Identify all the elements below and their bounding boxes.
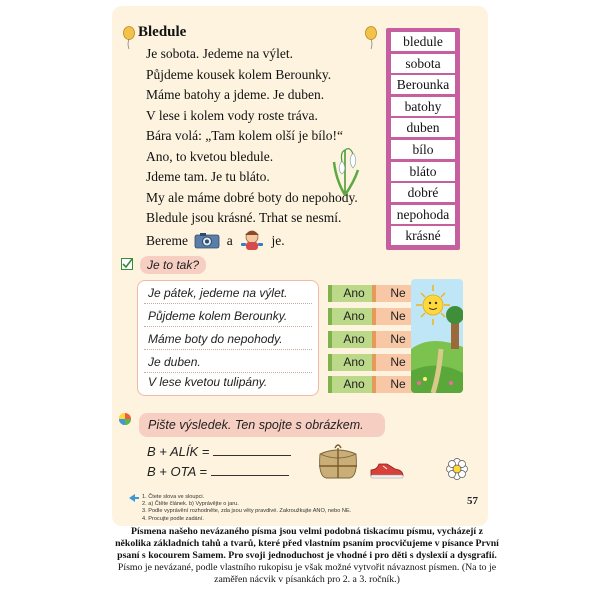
reading-line: Jdeme tam. Je tu bláto. <box>146 169 270 184</box>
ano-option[interactable]: Ano <box>328 376 376 393</box>
note-line: 4. Procujte podle zadání. <box>142 515 204 522</box>
word-item: Berounka <box>391 75 455 94</box>
doll-icon <box>239 229 265 251</box>
task-title: Pište výsledek. Ten spojte s obrázkem. <box>139 413 385 437</box>
word-item: bílo <box>391 140 455 159</box>
word-item: bláto <box>391 162 455 181</box>
reading-line: V lese i kolem vody roste tráva. <box>146 107 318 123</box>
ne-option[interactable]: Ne <box>372 376 420 393</box>
last-line-end: je. <box>271 232 285 248</box>
equation-row <box>147 464 289 479</box>
caption-normal: Písmo je nevázané, podle vlastního rukopisu je však možné vytvořit návaznost písmen. (Na to je zaměřen nácvik v písankách pro 2. a 3. ročník.) <box>117 562 497 585</box>
row-divider <box>144 303 312 304</box>
page-number: 57 <box>467 495 478 507</box>
last-line-mid: a <box>226 232 233 248</box>
equation-row <box>147 444 291 459</box>
ball-icon <box>118 412 132 426</box>
note-line: 3. Podle vyprávění rozhodněte, zda jsou věty pravdivé. Zakroužkujte ANO, nebo NE. <box>142 508 352 515</box>
quiz-row-text: V lese kvetou tulipány. <box>148 375 268 389</box>
word-item: nepohoda <box>391 205 455 224</box>
word-item: dobré <box>391 183 455 202</box>
answer-line[interactable] <box>211 475 289 476</box>
ne-option[interactable]: Ne <box>372 285 420 302</box>
word-item: bledule <box>391 32 455 51</box>
arrow-icon <box>129 494 139 502</box>
reading-line: Ano, to kvetou bledule. <box>146 148 274 164</box>
reading-line: Je sobota. Jedeme na výlet. <box>146 46 293 61</box>
quiz-row-text: Půjdeme kolem Berounky. <box>148 309 288 323</box>
exercise-notes <box>142 494 351 523</box>
caption-bold: Písmena našeho nevázaného písma jsou velmi podobná tiskacímu písmu, vycházejí z několika základních tahů a tvarů, které před vlastním psaním procvičujeme v písance První psaní s kocourem Samem. Pro svoji jednoduchost je vhodné i pro děti s dyslexií a dysgrafií. <box>115 526 499 561</box>
ne-option[interactable]: Ne <box>372 331 420 348</box>
reading-line: Bára volá: „Tam kolem olší je bílo!“ <box>146 128 343 143</box>
row-divider <box>144 349 312 350</box>
quiz-title: Je to tak? <box>140 256 206 274</box>
reading-line: Máme batohy a jdeme. Je duben. <box>146 87 325 102</box>
reading-line: Půjdeme kousek kolem Berounky. <box>146 66 332 82</box>
ano-option[interactable]: Ano <box>328 354 376 371</box>
camera-icon <box>194 232 220 249</box>
quiz-row-text: Je pátek, jedeme na výlet. <box>148 286 288 300</box>
word-item: sobota <box>391 54 455 73</box>
row-divider <box>144 326 312 327</box>
ano-option[interactable]: Ano <box>328 331 376 348</box>
snowdrop-icon <box>328 140 362 196</box>
row-divider <box>144 372 312 373</box>
bundle-icon <box>316 440 360 480</box>
reading-text <box>120 24 370 251</box>
reading-line: My ale máme dobré boty do nepohody. <box>146 189 358 205</box>
last-line-start: Bereme <box>146 232 188 248</box>
ne-option[interactable]: Ne <box>372 354 420 371</box>
word-item: krásné <box>391 226 455 245</box>
shoe-icon <box>369 460 405 480</box>
quiz-row-text: Máme boty do nepohody. <box>148 332 283 346</box>
equation-balik: B + ALÍK = <box>147 444 210 459</box>
reading-title: Bledule <box>138 24 187 40</box>
flower-icon <box>446 458 468 480</box>
ne-option[interactable]: Ne <box>372 308 420 325</box>
sun-landscape-icon <box>411 279 463 393</box>
quiz-row-text: Je duben. <box>148 355 201 369</box>
caption <box>112 526 502 586</box>
reading-last-line <box>146 229 370 252</box>
answer-line[interactable] <box>213 455 291 456</box>
ano-option[interactable]: Ano <box>328 285 376 302</box>
checkbox-icon <box>121 258 133 270</box>
reading-line: Bledule jsou krásné. Trhat se nesmí. <box>146 210 342 225</box>
equation-bota: B + OTA = <box>147 464 207 479</box>
ano-option[interactable]: Ano <box>328 308 376 325</box>
note-line: 1. Čtete slova ve sloupci. <box>142 494 205 500</box>
note-line: 2. a) Čtěte článek. b) Vyprávějte o jaru. <box>142 501 239 508</box>
word-item: batohy <box>391 97 455 116</box>
word-column <box>386 28 460 250</box>
word-item: duben <box>391 118 455 137</box>
